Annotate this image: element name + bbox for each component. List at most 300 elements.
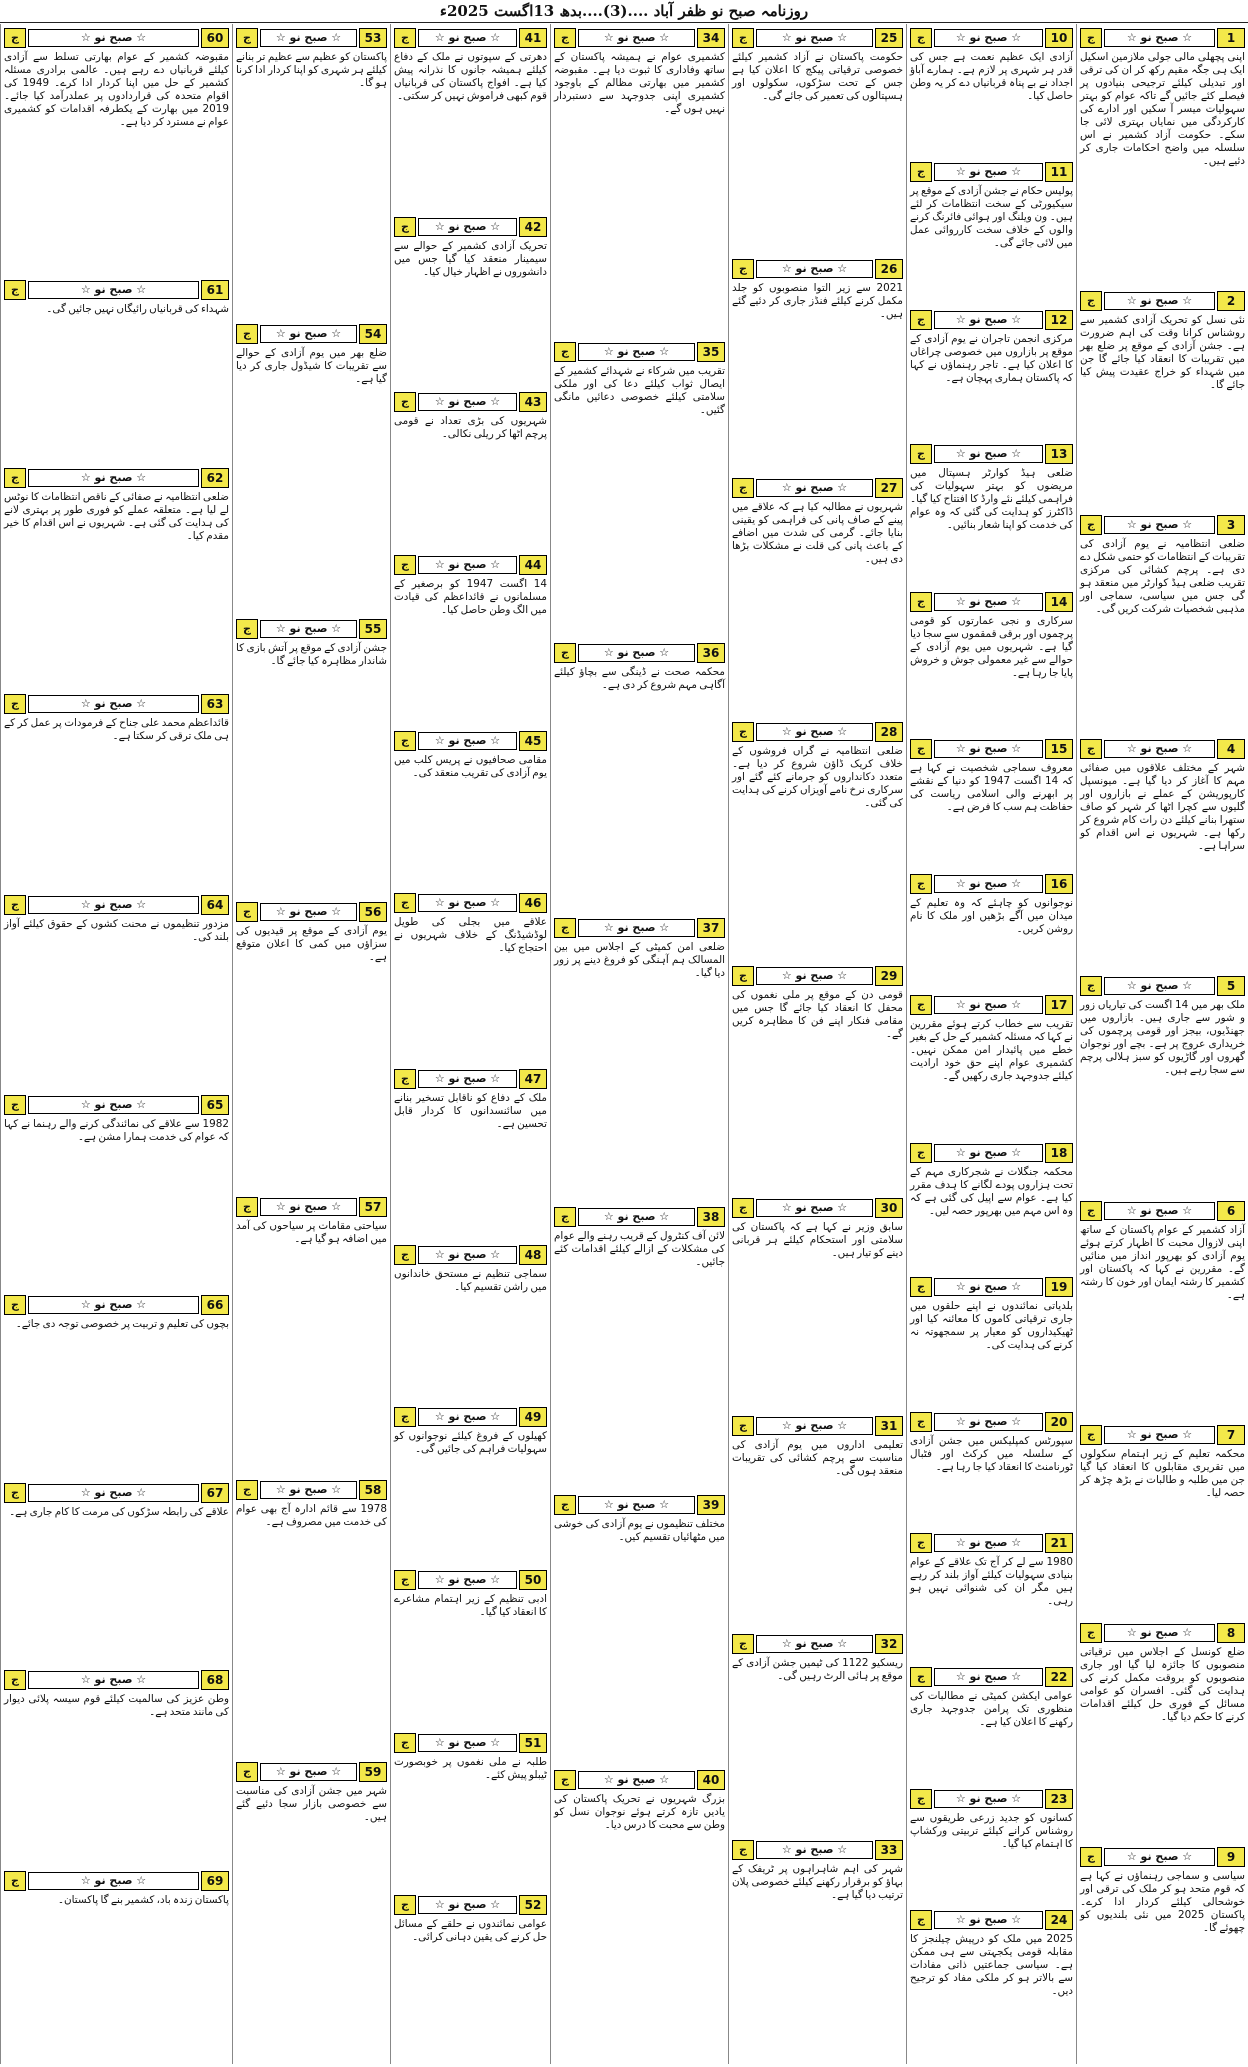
- news-item-number: 52: [519, 1895, 547, 1915]
- news-item-header: [910, 1789, 1073, 1809]
- news-item-number: 67: [201, 1483, 229, 1503]
- news-item: [910, 1910, 1073, 1998]
- news-item-header: [910, 592, 1073, 612]
- news-item: [1080, 1847, 1245, 1935]
- column-7: [0, 24, 232, 2064]
- news-item-number: 45: [519, 731, 547, 751]
- news-item-header: [910, 995, 1073, 1015]
- logo-icon: ج: [554, 918, 576, 938]
- news-item: [554, 1495, 725, 1544]
- news-item: [4, 895, 229, 944]
- news-item-number: 65: [201, 1095, 229, 1115]
- newspaper-name-badge: ☆ صبح نو ☆: [934, 1144, 1043, 1162]
- news-item: [910, 1533, 1073, 1608]
- newspaper-name-badge: ☆ صبح نو ☆: [1104, 516, 1215, 534]
- news-item-text: آزادی ایک عظیم نعمت ہے جس کی قدر ہر شہری پر لازم ہے۔ ہمارے آباؤ اجداد نے بے پناہ قربانیاں دے کر یہ وطن حاصل کیا۔: [910, 51, 1073, 102]
- news-item-header: [394, 28, 547, 48]
- news-item-text: لائن آف کنٹرول کے قریب رہنے والے عوام کی مشکلات کے ازالے کیلئے اقدامات کئے جائیں۔: [554, 1229, 725, 1268]
- news-item-header: [236, 324, 387, 344]
- logo-icon: ج: [554, 1207, 576, 1227]
- news-item-number: 36: [697, 643, 725, 663]
- news-item-header: [910, 1277, 1073, 1297]
- news-item: [910, 1789, 1073, 1851]
- news-item-text: مقامی صحافیوں نے پریس کلب میں یوم آزادی کی تقریب منعقد کی۔: [394, 753, 547, 779]
- logo-icon: ج: [4, 1871, 26, 1891]
- news-item-number: 25: [875, 28, 903, 48]
- newspaper-name-badge: ☆ صبح نو ☆: [1104, 292, 1215, 310]
- news-item-number: 33: [875, 1840, 903, 1860]
- news-item-number: 30: [875, 1198, 903, 1218]
- column-6: [232, 24, 390, 2064]
- news-item-number: 66: [201, 1295, 229, 1315]
- newspaper-name-badge: ☆ صبح نو ☆: [756, 479, 873, 497]
- news-item: [554, 1207, 725, 1269]
- news-item-number: 37: [697, 918, 725, 938]
- news-item-header: [394, 1069, 547, 1089]
- logo-icon: ج: [554, 28, 576, 48]
- news-item-header: [394, 1407, 547, 1427]
- logo-icon: ج: [4, 1670, 26, 1690]
- news-item: [1080, 291, 1245, 392]
- news-item: [394, 1733, 547, 1782]
- logo-icon: ج: [910, 874, 932, 894]
- logo-icon: ج: [394, 1245, 416, 1265]
- logo-icon: ج: [554, 1495, 576, 1515]
- newspaper-name-badge: ☆ صبح نو ☆: [28, 1671, 199, 1689]
- news-item-header: [4, 1871, 229, 1891]
- news-item: [910, 1143, 1073, 1218]
- news-item-header: [394, 893, 547, 913]
- news-item: [394, 1570, 547, 1619]
- news-item-header: [1080, 1847, 1245, 1867]
- newspaper-name-badge: ☆ صبح نو ☆: [934, 163, 1043, 181]
- news-item: [732, 1416, 903, 1478]
- newspaper-name-badge: ☆ صبح نو ☆: [934, 1278, 1043, 1296]
- news-item: [4, 1670, 229, 1719]
- news-item-text: پاکستان زندہ باد، کشمیر بنے گا پاکستان۔: [57, 1893, 229, 1906]
- news-item-header: [1080, 291, 1245, 311]
- news-item-header: [910, 162, 1073, 182]
- logo-icon: ج: [910, 162, 932, 182]
- logo-icon: ج: [1080, 515, 1102, 535]
- news-item-number: 19: [1045, 1277, 1073, 1297]
- news-item-number: 42: [519, 217, 547, 237]
- news-item-text: ضلعی انتظامیہ نے یوم آزادی کی تقریبات کے انتظامات کو حتمی شکل دے دی ہے۔ پرچم کشائی کی مرکزی تقریب ضلعی ہیڈ کوارٹر میں منعقد ہو گی جس میں سیاسی، سماجی اور مذہبی شخصیات شرکت کریں گی۔: [1080, 538, 1245, 616]
- news-item-header: [4, 1095, 229, 1115]
- newspaper-name-badge: ☆ صبح نو ☆: [418, 556, 517, 574]
- news-item-header: [1080, 28, 1245, 48]
- news-item-header: [732, 478, 903, 498]
- logo-icon: ج: [910, 1789, 932, 1809]
- logo-icon: ج: [394, 1069, 416, 1089]
- news-item: [910, 1667, 1073, 1729]
- news-item-number: 69: [201, 1871, 229, 1891]
- news-item: [732, 1634, 903, 1683]
- news-item-text: بچوں کی تعلیم و تربیت پر خصوصی توجہ دی جائے۔: [15, 1318, 229, 1331]
- news-item-header: [236, 1197, 387, 1217]
- news-item-header: [732, 259, 903, 279]
- news-item: [394, 555, 547, 617]
- news-item-number: 64: [201, 895, 229, 915]
- news-item: [554, 1770, 725, 1832]
- news-item-text: 1978 سے قائم ادارہ آج بھی عوام کی خدمت میں مصروف ہے۔: [236, 1502, 387, 1528]
- newspaper-name-badge: ☆ صبح نو ☆: [418, 732, 517, 750]
- news-item: [236, 1197, 387, 1246]
- logo-icon: ج: [554, 1770, 576, 1790]
- news-item-text: معروف سماجی شخصیت نے کہا ہے کہ 14 اگست 1947 کو دنیا کے نقشے پر ابھرنے والی اسلامی ریاست کی حفاظت ہم سب کا فرض ہے۔: [910, 762, 1074, 814]
- news-item: [732, 1840, 903, 1902]
- news-item-number: 46: [519, 893, 547, 913]
- news-item-header: [4, 1483, 229, 1503]
- news-item-text: نوجوانوں کو چاہئے کہ وہ تعلیم کے میدان میں آگے بڑھیں اور ملک کا نام روشن کریں۔: [910, 896, 1073, 935]
- news-item: [910, 592, 1073, 680]
- news-item: [394, 1245, 547, 1294]
- news-item: [732, 1198, 903, 1260]
- logo-icon: ج: [732, 28, 754, 48]
- newspaper-name-badge: ☆ صبح نو ☆: [28, 29, 199, 47]
- news-item: [236, 324, 387, 386]
- news-item-text: علاقے کی رابطہ سڑکوں کی مرمت کا کام جاری ہے۔: [9, 1505, 229, 1518]
- news-item-text: قائداعظم محمد علی جناح کے فرمودات پر عمل کر کے ہی ملک ترقی کر سکتا ہے۔: [4, 717, 229, 743]
- newspaper-name-badge: ☆ صبح نو ☆: [418, 1734, 517, 1752]
- news-item-number: 4: [1217, 739, 1245, 759]
- logo-icon: ج: [4, 280, 26, 300]
- news-item: [394, 893, 547, 955]
- news-item: [910, 874, 1073, 936]
- logo-icon: ج: [236, 324, 258, 344]
- news-item-number: 23: [1045, 1789, 1073, 1809]
- news-item: [4, 28, 229, 129]
- news-item-text: دھرتی کے سپوتوں نے ملک کے دفاع کیلئے ہمیشہ جانوں کا نذرانہ پیش کیا ہے۔ افواج پاکستان کی قربانیاں قوم کبھی فراموش نہیں کر سکتی۔: [394, 51, 547, 102]
- news-item: [910, 1277, 1073, 1352]
- news-item-number: 20: [1045, 1412, 1073, 1432]
- logo-icon: ج: [910, 739, 932, 759]
- newspaper-name-badge: ☆ صبح نو ☆: [756, 29, 873, 47]
- logo-icon: ج: [1080, 291, 1102, 311]
- newspaper-name-badge: ☆ صبح نو ☆: [1104, 1624, 1215, 1642]
- news-item-header: [732, 28, 903, 48]
- news-item-text: شہداء کی قربانیاں رائیگاں نہیں جائیں گی۔: [46, 303, 229, 316]
- news-item: [910, 1412, 1073, 1474]
- news-item-text: بلدیاتی نمائندوں نے اپنے حلقوں میں جاری ترقیاتی کاموں کا معائنہ کیا اور ٹھیکیداروں کو معیار پر سمجھوتہ نہ کرنے کی ہدایت کی۔: [910, 1300, 1073, 1352]
- news-item-number: 60: [201, 28, 229, 48]
- news-item-header: [910, 444, 1073, 464]
- news-item-text: شہر میں جشن آزادی کی مناسبت سے خصوصی بازار سجا دئیے گئے ہیں۔: [236, 1785, 387, 1824]
- news-item-header: [4, 694, 229, 714]
- logo-icon: ج: [236, 1197, 258, 1217]
- news-item: [1080, 1425, 1245, 1500]
- news-item-number: 34: [697, 28, 725, 48]
- newspaper-name-badge: ☆ صبح نو ☆: [1104, 977, 1215, 995]
- news-item: [910, 444, 1073, 532]
- news-item-header: [732, 1840, 903, 1860]
- newspaper-name-badge: ☆ صبح نو ☆: [934, 1413, 1043, 1431]
- newspaper-name-badge: ☆ صبح نو ☆: [28, 1872, 199, 1890]
- logo-icon: ج: [732, 722, 754, 742]
- news-item-number: 10: [1045, 28, 1073, 48]
- news-item: [236, 1480, 387, 1529]
- news-item-header: [732, 1416, 903, 1436]
- news-item-text: ملک کے دفاع کو ناقابل تسخیر بنانے میں سائنسدانوں کا کردار قابل تحسین ہے۔: [394, 1091, 547, 1130]
- news-item-number: 58: [359, 1480, 387, 1500]
- logo-icon: ج: [1080, 739, 1102, 759]
- logo-icon: ج: [236, 902, 258, 922]
- news-item-header: [4, 1295, 229, 1315]
- news-item-text: نئی نسل کو تحریک آزادی کشمیر سے روشناس کرانا وقت کی اہم ضرورت ہے۔ جشن آزادی کے موقع پر ضلع بھر میں تقریبات کا انعقاد کیا جائے گا جن میں شہداء کو خراج عقیدت پیش کیا جائے گا۔: [1080, 314, 1245, 392]
- column-2: [906, 24, 1076, 2064]
- newspaper-name-badge: ☆ صبح نو ☆: [578, 919, 695, 937]
- newspaper-name-badge: ☆ صبح نو ☆: [260, 29, 357, 47]
- logo-icon: ج: [394, 28, 416, 48]
- news-item-text: 2025 میں ملک کو درپیش چیلنجز کا مقابلہ قومی یکجہتی سے ہی ممکن ہے۔ سیاسی جماعتیں ذاتی مفادات سے بالاتر ہو کر ملکی مفاد کو ترجیح دیں۔: [910, 1933, 1073, 1998]
- news-item-text: تقریب سے خطاب کرتے ہوئے مقررین نے کہا کہ مسئلہ کشمیر کے حل کے بغیر خطے میں پائیدار امن ممکن نہیں۔ کشمیری عوام اپنے حق خود ارادیت کیلئے جدوجہد جاری رکھیں گے۔: [910, 1018, 1073, 1083]
- news-item-text: سیاحتی مقامات پر سیاحوں کی آمد میں اضافہ ہو گیا ہے۔: [236, 1220, 387, 1246]
- logo-icon: ج: [1080, 976, 1102, 996]
- news-item-text: پولیس حکام نے جشن آزادی کے موقع پر سیکیورٹی کے سخت انتظامات کر لئے ہیں۔ ون ویلنگ اور ہوائی فائرنگ کرنے والوں کے خلاف سخت کارروائی عمل میں لائی جائے گی۔: [910, 185, 1073, 250]
- news-item-number: 51: [519, 1733, 547, 1753]
- news-item-text: 2021 سے زیر التوا منصوبوں کو جلد مکمل کرنے کیلئے فنڈز جاری کر دئیے گئے ہیں۔: [732, 282, 903, 321]
- logo-icon: ج: [732, 259, 754, 279]
- news-item: [236, 28, 387, 90]
- news-item-number: 68: [201, 1670, 229, 1690]
- newspaper-name-badge: ☆ صبح نو ☆: [418, 1408, 517, 1426]
- news-item: [394, 1407, 547, 1456]
- news-item-number: 63: [201, 694, 229, 714]
- newspaper-name-badge: ☆ صبح نو ☆: [756, 723, 873, 741]
- news-item-header: [1080, 515, 1245, 535]
- news-item: [910, 28, 1073, 103]
- logo-icon: ج: [4, 1295, 26, 1315]
- news-item-text: تحریک آزادی کشمیر کے حوالے سے سیمینار منعقد کیا گیا جس میں دانشوروں نے اظہار خیال کیا۔: [394, 239, 547, 278]
- news-item-header: [910, 28, 1073, 48]
- column-4: [550, 24, 728, 2064]
- news-item-header: [910, 310, 1073, 330]
- news-item-header: [394, 1570, 547, 1590]
- news-item-header: [1080, 976, 1245, 996]
- news-item-number: 59: [359, 1762, 387, 1782]
- news-item-number: 40: [697, 1770, 725, 1790]
- news-item-number: 47: [519, 1069, 547, 1089]
- news-item-text: یوم آزادی کے موقع پر قیدیوں کی سزاؤں میں کمی کا اعلان متوقع ہے۔: [236, 924, 387, 963]
- logo-icon: ج: [236, 619, 258, 639]
- news-item-number: 14: [1045, 592, 1073, 612]
- logo-icon: ج: [910, 310, 932, 330]
- newspaper-name-badge: ☆ صبح نو ☆: [934, 311, 1043, 329]
- news-item-text: مزدور تنظیموں نے محنت کشوں کے حقوق کیلئے آواز بلند کی۔: [4, 917, 229, 943]
- news-item-text: عوامی نمائندوں نے حلقے کے مسائل حل کرنے کی یقین دہانی کرائی۔: [394, 1918, 547, 1944]
- news-item-header: [236, 28, 387, 48]
- news-item: [554, 918, 725, 980]
- news-item-text: شہر کی اہم شاہراہوں پر ٹریفک کے بہاؤ کو برقرار رکھنے کیلئے خصوصی پلان ترتیب دیا گیا ہے۔: [732, 1862, 903, 1901]
- news-item-number: 32: [875, 1634, 903, 1654]
- logo-icon: ج: [394, 392, 416, 412]
- news-item-text: ضلعی انتظامیہ نے صفائی کے ناقص انتظامات کا نوٹس لے لیا ہے۔ متعلقہ عملے کو فوری طور پر بہتری لانے کی ہدایت کی گئی ہے۔ شہریوں نے اس اقدام کا خیر مقدم کیا۔: [4, 490, 229, 542]
- news-item-header: [554, 1770, 725, 1790]
- news-item-text: پاکستان کو عظیم سے عظیم تر بنانے کیلئے ہر شہری کو اپنا کردار ادا کرنا ہو گا۔: [236, 51, 387, 89]
- news-item-number: 53: [359, 28, 387, 48]
- news-item: [732, 722, 903, 810]
- news-item: [1080, 515, 1245, 616]
- newspaper-name-badge: ☆ صبح نو ☆: [418, 1896, 517, 1914]
- news-item-header: [554, 1495, 725, 1515]
- news-item-header: [554, 1207, 725, 1227]
- news-item-number: 8: [1217, 1623, 1245, 1643]
- newspaper-name-badge: ☆ صبح نو ☆: [28, 281, 199, 299]
- news-item-header: [394, 555, 547, 575]
- logo-icon: ج: [910, 592, 932, 612]
- news-item: [910, 310, 1073, 385]
- news-item-number: 61: [201, 280, 229, 300]
- news-item-text: شہر کے مختلف علاقوں میں صفائی مہم کا آغاز کر دیا گیا ہے۔ میونسپل کارپوریشن کے عملے نے بازاروں اور گلیوں سے کچرا اٹھا کر شہر کو صاف ستھرا بنانے کیلئے دن رات کام شروع کر رکھا ہے۔ شہریوں نے اس اقدام کو سراہا ہے۔: [1080, 762, 1245, 853]
- news-item-header: [394, 1245, 547, 1265]
- news-item-number: 29: [875, 966, 903, 986]
- newspaper-name-badge: ☆ صبح نو ☆: [756, 1635, 873, 1653]
- news-item-header: [4, 895, 229, 915]
- news-item-text: محکمہ جنگلات نے شجرکاری مہم کے تحت ہزاروں پودے لگانے کا ہدف مقرر کیا ہے۔ عوام سے اپیل کی گئی ہے کہ وہ اس مہم میں بھرپور حصہ لیں۔: [910, 1165, 1073, 1217]
- news-item-header: [910, 1667, 1073, 1687]
- news-item-header: [910, 739, 1073, 759]
- newspaper-name-badge: ☆ صبح نو ☆: [578, 1496, 695, 1514]
- news-item-text: ریسکیو 1122 کی ٹیمیں جشن آزادی کے موقع پر ہائی الرٹ رہیں گی۔: [732, 1657, 903, 1683]
- logo-icon: ج: [910, 1412, 932, 1432]
- logo-icon: ج: [1080, 1847, 1102, 1867]
- news-item-number: 44: [519, 555, 547, 575]
- news-item-number: 7: [1217, 1425, 1245, 1445]
- newspaper-name-badge: ☆ صبح نو ☆: [418, 894, 517, 912]
- news-item: [236, 619, 387, 668]
- newspaper-name-badge: ☆ صبح نو ☆: [28, 1296, 199, 1314]
- news-item: [394, 392, 547, 441]
- newspaper-name-badge: ☆ صبح نو ☆: [934, 29, 1043, 47]
- logo-icon: ج: [394, 1895, 416, 1915]
- news-item: [236, 1762, 387, 1824]
- newspaper-name-badge: ☆ صبح نو ☆: [934, 875, 1043, 893]
- newspaper-name-badge: ☆ صبح نو ☆: [28, 1484, 199, 1502]
- logo-icon: ج: [910, 1667, 932, 1687]
- newspaper-name-badge: ☆ صبح نو ☆: [934, 1790, 1043, 1808]
- news-item-number: 3: [1217, 515, 1245, 535]
- news-item-number: 41: [519, 28, 547, 48]
- news-item-text: سماجی تنظیم نے مستحق خاندانوں میں راشن تقسیم کیا۔: [394, 1267, 547, 1293]
- logo-icon: ج: [910, 1277, 932, 1297]
- logo-icon: ج: [732, 1198, 754, 1218]
- news-item-number: 28: [875, 722, 903, 742]
- news-item-number: 18: [1045, 1143, 1073, 1163]
- newspaper-name-badge: ☆ صبح نو ☆: [756, 967, 873, 985]
- logo-icon: ج: [394, 1407, 416, 1427]
- news-item-text: 1980 سے لے کر آج تک علاقے کے عوام بنیادی سہولیات کیلئے آواز بلند کر رہے ہیں مگر ان کی شنوائی نہیں ہو رہی۔: [910, 1555, 1073, 1607]
- newspaper-name-badge: ☆ صبح نو ☆: [1104, 1426, 1215, 1444]
- news-item-header: [554, 643, 725, 663]
- news-item: [1080, 1201, 1245, 1302]
- news-item-header: [236, 1762, 387, 1782]
- news-item-text: ضلعی ہیڈ کوارٹر ہسپتال میں مریضوں کو بہتر سہولیات کی فراہمی کیلئے نئے وارڈ کا افتتاح کیا گیا۔ ڈاکٹرز کو ہدایت کی گئی کہ وہ عوام کی خدمت کو اپنا شعار بنائیں۔: [910, 467, 1073, 532]
- news-item-number: 50: [519, 1570, 547, 1590]
- news-item-text: مرکزی انجمن تاجران نے یوم آزادی کے موقع پر بازاروں میں خصوصی چراغاں کا اعلان کیا ہے۔ تاجر رہنماؤں نے کہا کہ پاکستان ہماری پہچان ہے۔: [910, 332, 1073, 384]
- news-item-number: 24: [1045, 1910, 1073, 1930]
- news-item-header: [236, 902, 387, 922]
- newspaper-name-badge: ☆ صبح نو ☆: [578, 1771, 695, 1789]
- newspaper-name-badge: ☆ صبح نو ☆: [934, 740, 1043, 758]
- newspaper-name-badge: ☆ صبح نو ☆: [418, 1246, 517, 1264]
- news-item: [236, 902, 387, 964]
- news-item-number: 13: [1045, 444, 1073, 464]
- logo-icon: ج: [4, 895, 26, 915]
- news-item: [732, 478, 903, 566]
- news-item-text: شہریوں نے مطالبہ کیا ہے کہ علاقے میں پینے کے صاف پانی کی فراہمی کو یقینی بنایا جائے۔ گرمی کی شدت میں اضافے کے باعث پانی کی قلت نے مشکلات بڑھا دی ہیں۔: [732, 500, 903, 565]
- news-item: [4, 280, 229, 316]
- logo-icon: ج: [554, 643, 576, 663]
- logo-icon: ج: [1080, 1201, 1102, 1221]
- newspaper-name-badge: ☆ صبح نو ☆: [260, 1481, 357, 1499]
- logo-icon: ج: [4, 694, 26, 714]
- news-item-text: ضلع کونسل کے اجلاس میں ترقیاتی منصوبوں کا جائزہ لیا گیا اور جاری منصوبوں کو بروقت مکمل کرنے کی ہدایت کی گئی۔ افسران کو عوامی مسائل کے فوری حل کیلئے اقدامات کرنے کا حکم دیا گیا۔: [1080, 1645, 1245, 1723]
- news-item: [554, 342, 725, 417]
- news-item-header: [1080, 1201, 1245, 1221]
- logo-icon: ج: [910, 995, 932, 1015]
- logo-icon: ج: [732, 1416, 754, 1436]
- news-item-header: [910, 874, 1073, 894]
- logo-icon: ج: [394, 893, 416, 913]
- newspaper-name-badge: ☆ صبح نو ☆: [756, 1199, 873, 1217]
- news-item-text: تقریب میں شرکاء نے شہدائے کشمیر کے ایصال ثواب کیلئے دعا کی اور ملکی سلامتی کیلئے خصوصی دعائیں مانگی گئیں۔: [554, 365, 725, 417]
- news-item-text: محکمہ صحت نے ڈینگی سے بچاؤ کیلئے آگاہی مہم شروع کر دی ہے۔: [554, 666, 725, 692]
- newspaper-name-badge: ☆ صبح نو ☆: [28, 896, 199, 914]
- news-item-text: سیاسی و سماجی رہنماؤں نے کہا ہے کہ قوم متحد ہو کر ملک کی ترقی اور خوشحالی کیلئے کردار ادا کرے۔ پاکستان 2025 میں نئی بلندیوں کو چھوئے گا۔: [1080, 1869, 1245, 1934]
- news-item: [1080, 1623, 1245, 1724]
- news-item-header: [4, 468, 229, 488]
- logo-icon: ج: [4, 468, 26, 488]
- news-item-header: [394, 731, 547, 751]
- news-item-number: 57: [359, 1197, 387, 1217]
- masthead: [0, 0, 1248, 23]
- news-item-number: 26: [875, 259, 903, 279]
- news-item-text: کسانوں کو جدید زرعی طریقوں سے روشناس کرانے کیلئے تربیتی ورکشاپ کا اہتمام کیا گیا۔: [910, 1811, 1073, 1850]
- news-item-text: اپنی پچھلی مالی جولی ملازمین اسکیل ایک ہی جگہ مقیم رکھ کر ان کی ترقی اور تبدیلی کیلئے ترجیحی بنیادوں پر فیصلے کئے جائیں گے تاکہ عوام کو بہتر سہولیات میسر آ سکیں اور ادارے کی کارکردگی میں نمایاں بہتری لائی جا سکے۔ حکومت آزاد کشمیر نے اس سلسلہ میں واضح احکامات جاری کر دئیے ہیں۔: [1080, 51, 1245, 167]
- logo-icon: ج: [910, 444, 932, 464]
- news-item: [732, 259, 903, 321]
- newspaper-name-badge: ☆ صبح نو ☆: [578, 644, 695, 662]
- news-item-text: مقبوضہ کشمیر کے عوام بھارتی تسلط سے آزادی کیلئے قربانیاں دے رہے ہیں۔ عالمی برادری مسئلہ کشمیر کے حل میں اپنا کردار ادا کرے۔ 1949 کی اقوام متحدہ کی قراردادوں پر عملدرآمد کیا جائے۔ 2019 میں بھارت کے یکطرفہ اقدامات کو کشمیری عوام نے مسترد کر دیا ہے۔: [4, 51, 229, 128]
- logo-icon: ج: [910, 1143, 932, 1163]
- newspaper-name-badge: ☆ صبح نو ☆: [756, 1841, 873, 1859]
- newspaper-name-badge: ☆ صبح نو ☆: [1104, 29, 1215, 47]
- news-item: [1080, 739, 1245, 853]
- newspaper-name-badge: ☆ صبح نو ☆: [756, 1417, 873, 1435]
- logo-icon: ج: [394, 1570, 416, 1590]
- logo-icon: ج: [1080, 1425, 1102, 1445]
- news-item-header: [554, 918, 725, 938]
- news-item-number: 15: [1045, 739, 1073, 759]
- news-item-text: ملک بھر میں 14 اگست کی تیاریاں زور و شور سے جاری ہیں۔ بازاروں میں جھنڈیوں، بیجز اور قومی پرچموں کی خریداری عروج پر ہے۔ بچے اور نوجوان گھروں اور گاڑیوں کو سبز ہلالی پرچم سے سجا رہے ہیں۔: [1080, 999, 1245, 1077]
- news-item-text: حکومت پاکستان نے آزاد کشمیر کیلئے خصوصی ترقیاتی پیکج کا اعلان کیا ہے جس کے تحت سڑکوں، سکولوں اور ہسپتالوں کی تعمیر کی جائے گی۔: [732, 51, 903, 102]
- news-item-text: ضلعی انتظامیہ نے گراں فروشوں کے خلاف کریک ڈاؤن شروع کر دیا ہے۔ متعدد دکانداروں کو جرمانے کئے گئے اور سرکاری نرخ نامے آویزاں کرنے کی ہدایت کی گئی۔: [732, 744, 903, 809]
- newspaper-name-badge: ☆ صبح نو ☆: [28, 695, 199, 713]
- news-item-text: بزرگ شہریوں نے تحریک پاکستان کی یادیں تازہ کرتے ہوئے نوجوان نسل کو وطن سے محبت کا درس دیا۔: [554, 1792, 725, 1831]
- news-item-header: [732, 1198, 903, 1218]
- news-item-number: 6: [1217, 1201, 1245, 1221]
- news-item: [554, 643, 725, 692]
- logo-icon: ج: [910, 1910, 932, 1930]
- newspaper-name-badge: ☆ صبح نو ☆: [756, 260, 873, 278]
- news-item-number: 39: [697, 1495, 725, 1515]
- news-item: [4, 468, 229, 543]
- logo-icon: ج: [236, 1480, 258, 1500]
- news-item-header: [394, 1733, 547, 1753]
- news-item-header: [236, 1480, 387, 1500]
- column-1: [1076, 24, 1248, 2064]
- news-item-header: [4, 1670, 229, 1690]
